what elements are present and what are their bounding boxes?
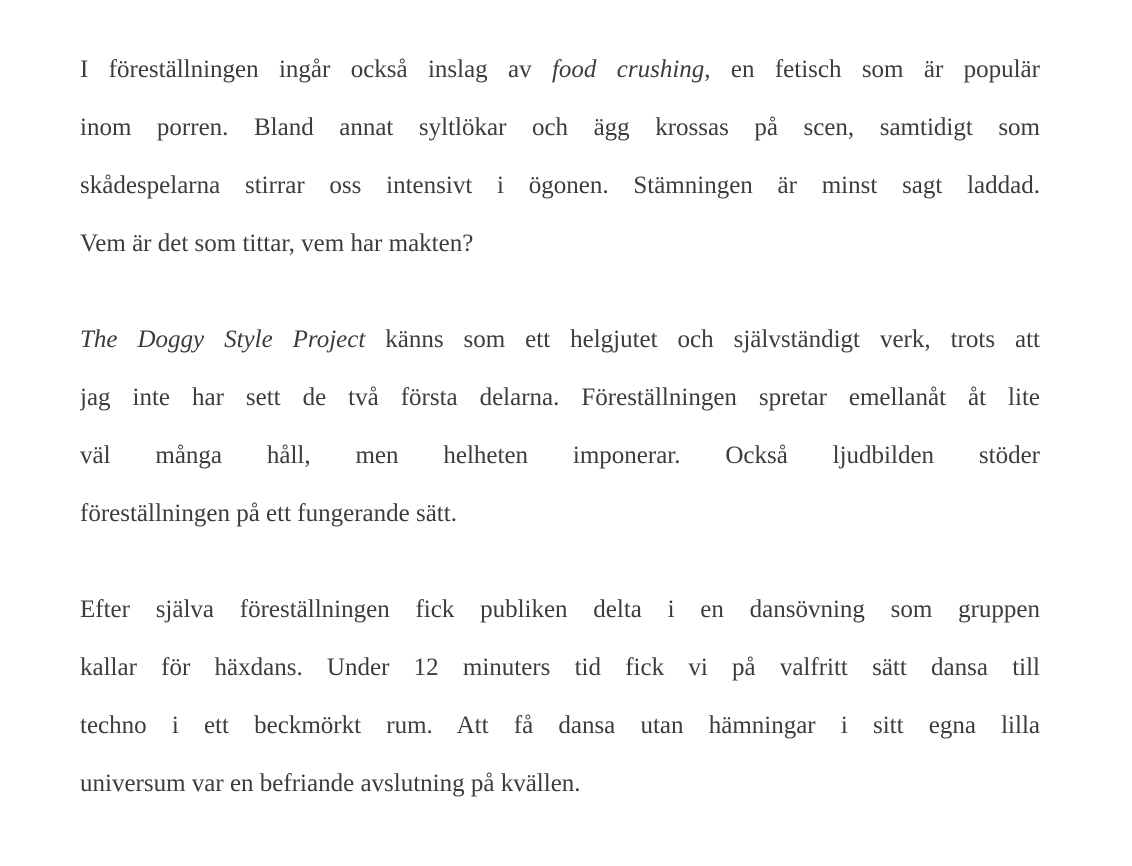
- text-line: [80, 41, 1040, 99]
- text-segment: universum var en befriande avslutning på kvällen.: [80, 770, 581, 797]
- text-segment: I föreställningen ingår också inslag av: [80, 56, 552, 83]
- text-segment: inom porren. Bland annat syltlökar och ägg krossas på scen, samtidigt som: [80, 114, 1040, 141]
- text-line: [80, 99, 1040, 157]
- text-line: [80, 485, 1040, 543]
- text-line: [80, 311, 1040, 369]
- italic-text-segment: The Doggy Style Project: [80, 326, 366, 353]
- text-line: [80, 639, 1040, 697]
- text-segment: känns som ett helgjutet och självständigt verk, trots att: [365, 326, 1040, 353]
- text-segment: väl många håll, men helheten imponerar. Också ljudbilden stöder: [80, 442, 1040, 469]
- text-segment: skådespelarna stirrar oss intensivt i ögonen. Stämningen är minst sagt laddad.: [80, 172, 1040, 199]
- text-line: [80, 581, 1040, 639]
- text-line: [80, 369, 1040, 427]
- text-segment: föreställningen på ett fungerande sätt.: [80, 500, 457, 527]
- text-line: [80, 427, 1040, 485]
- text-line: [80, 157, 1040, 215]
- text-segment: , en fetisch som är populär: [704, 56, 1040, 83]
- text-segment: kallar för häxdans. Under 12 minuters tid fick vi på valfritt sätt dansa till: [80, 654, 1040, 681]
- text-line: [80, 697, 1040, 755]
- text-segment: Vem är det som tittar, vem har makten?: [80, 230, 474, 257]
- paragraph: [80, 581, 1040, 813]
- paragraph: [80, 41, 1040, 273]
- italic-text-segment: food crushing: [551, 56, 705, 83]
- text-segment: techno i ett beckmörkt rum. Att få dansa utan hämningar i sitt egna lilla: [80, 712, 1040, 739]
- text-line: [80, 215, 1040, 273]
- text-line: [80, 755, 1040, 813]
- text-segment: Efter själva föreställningen fick publiken delta i en dansövning som gruppen: [80, 596, 1040, 623]
- paragraph: [80, 311, 1040, 543]
- article-body: [80, 41, 1040, 813]
- text-segment: jag inte har sett de två första delarna. Föreställningen spretar emellanåt åt lite: [80, 384, 1040, 411]
